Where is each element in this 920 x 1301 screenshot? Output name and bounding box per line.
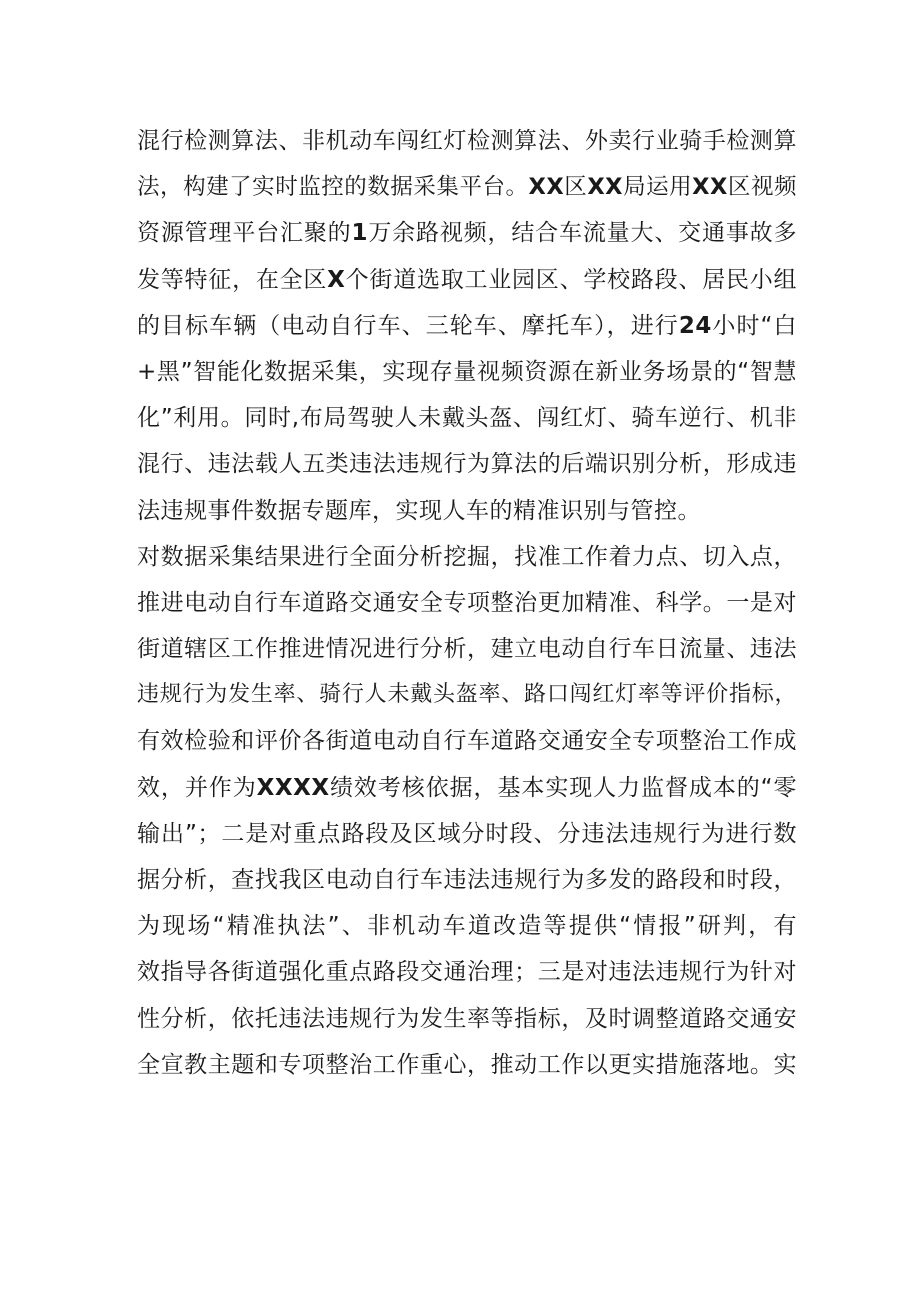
text-line: 资源管理平台汇聚的1万余路视频，结合车流量大、交通事故多 xyxy=(137,220,798,247)
text-line: 法，构建了实时监控的数据采集平台。XX区XX局运用XX区视频 xyxy=(137,174,797,201)
text-line: 化”利用。同时,布局驾驶人未戴头盔、闯红灯、骑车逆行、机非 xyxy=(137,405,797,432)
text-line: 法违规事件数据专题库，实现人车的精准识别与管控。 xyxy=(137,497,701,524)
text-line: 混行、违法载人五类违法违规行为算法的后端识别分析，形成违 xyxy=(137,451,797,478)
text-line: +黑”智能化数据采集，实现存量视频资源在新业务场景的“智慧 xyxy=(137,358,797,385)
text-line: 推进电动自行车道路交通安全专项整治更加精准、科学。一是对 xyxy=(137,589,797,616)
text-line: 为现场“精准执法”、非机动车道改造等提供“情报”研判，有 xyxy=(137,913,797,940)
text-line: 性分析，依托违法违规行为发生率等指标，及时调整道路交通安 xyxy=(137,1005,797,1032)
text-line: 对数据采集结果进行全面分析挖掘，找准工作着力点、切入点， xyxy=(137,543,797,570)
text-line: 发等特征，在全区X个街道选取工业园区、学校路段、居民小组 xyxy=(137,266,798,293)
text-line: 据分析，查找我区电动自行车违法违规行为多发的路段和时段， xyxy=(137,867,797,893)
text-line: 输出”；二是对重点路段及区域分时段、分违法违规行为进行数 xyxy=(137,820,797,847)
document-body xyxy=(137,118,797,1088)
text-line: 混行检测算法、非机动车闯红灯检测算法、外卖行业骑手检测算 xyxy=(137,128,797,154)
text-line: 的目标车辆（电动自行车、三轮车、摩托车），进行24小时“白 xyxy=(137,312,798,339)
text-line: 效，并作为XXXX绩效考核依据，基本实现人力监督成本的“零 xyxy=(137,774,798,801)
text-line: 有效检验和评价各街道电动自行车道路交通安全专项整治工作成 xyxy=(137,728,797,755)
text-line: 街道辖区工作推进情况进行分析，建立电动自行车日流量、违法 xyxy=(137,636,797,663)
text-line: 效指导各街道强化重点路段交通治理；三是对违法违规行为针对 xyxy=(137,959,797,986)
text-line: 违规行为发生率、骑行人未戴头盔率、路口闯红灯率等评价指标， xyxy=(137,682,797,708)
text-line: 全宣教主题和专项整治工作重心，推动工作以更实措施落地。实 xyxy=(137,1051,797,1078)
